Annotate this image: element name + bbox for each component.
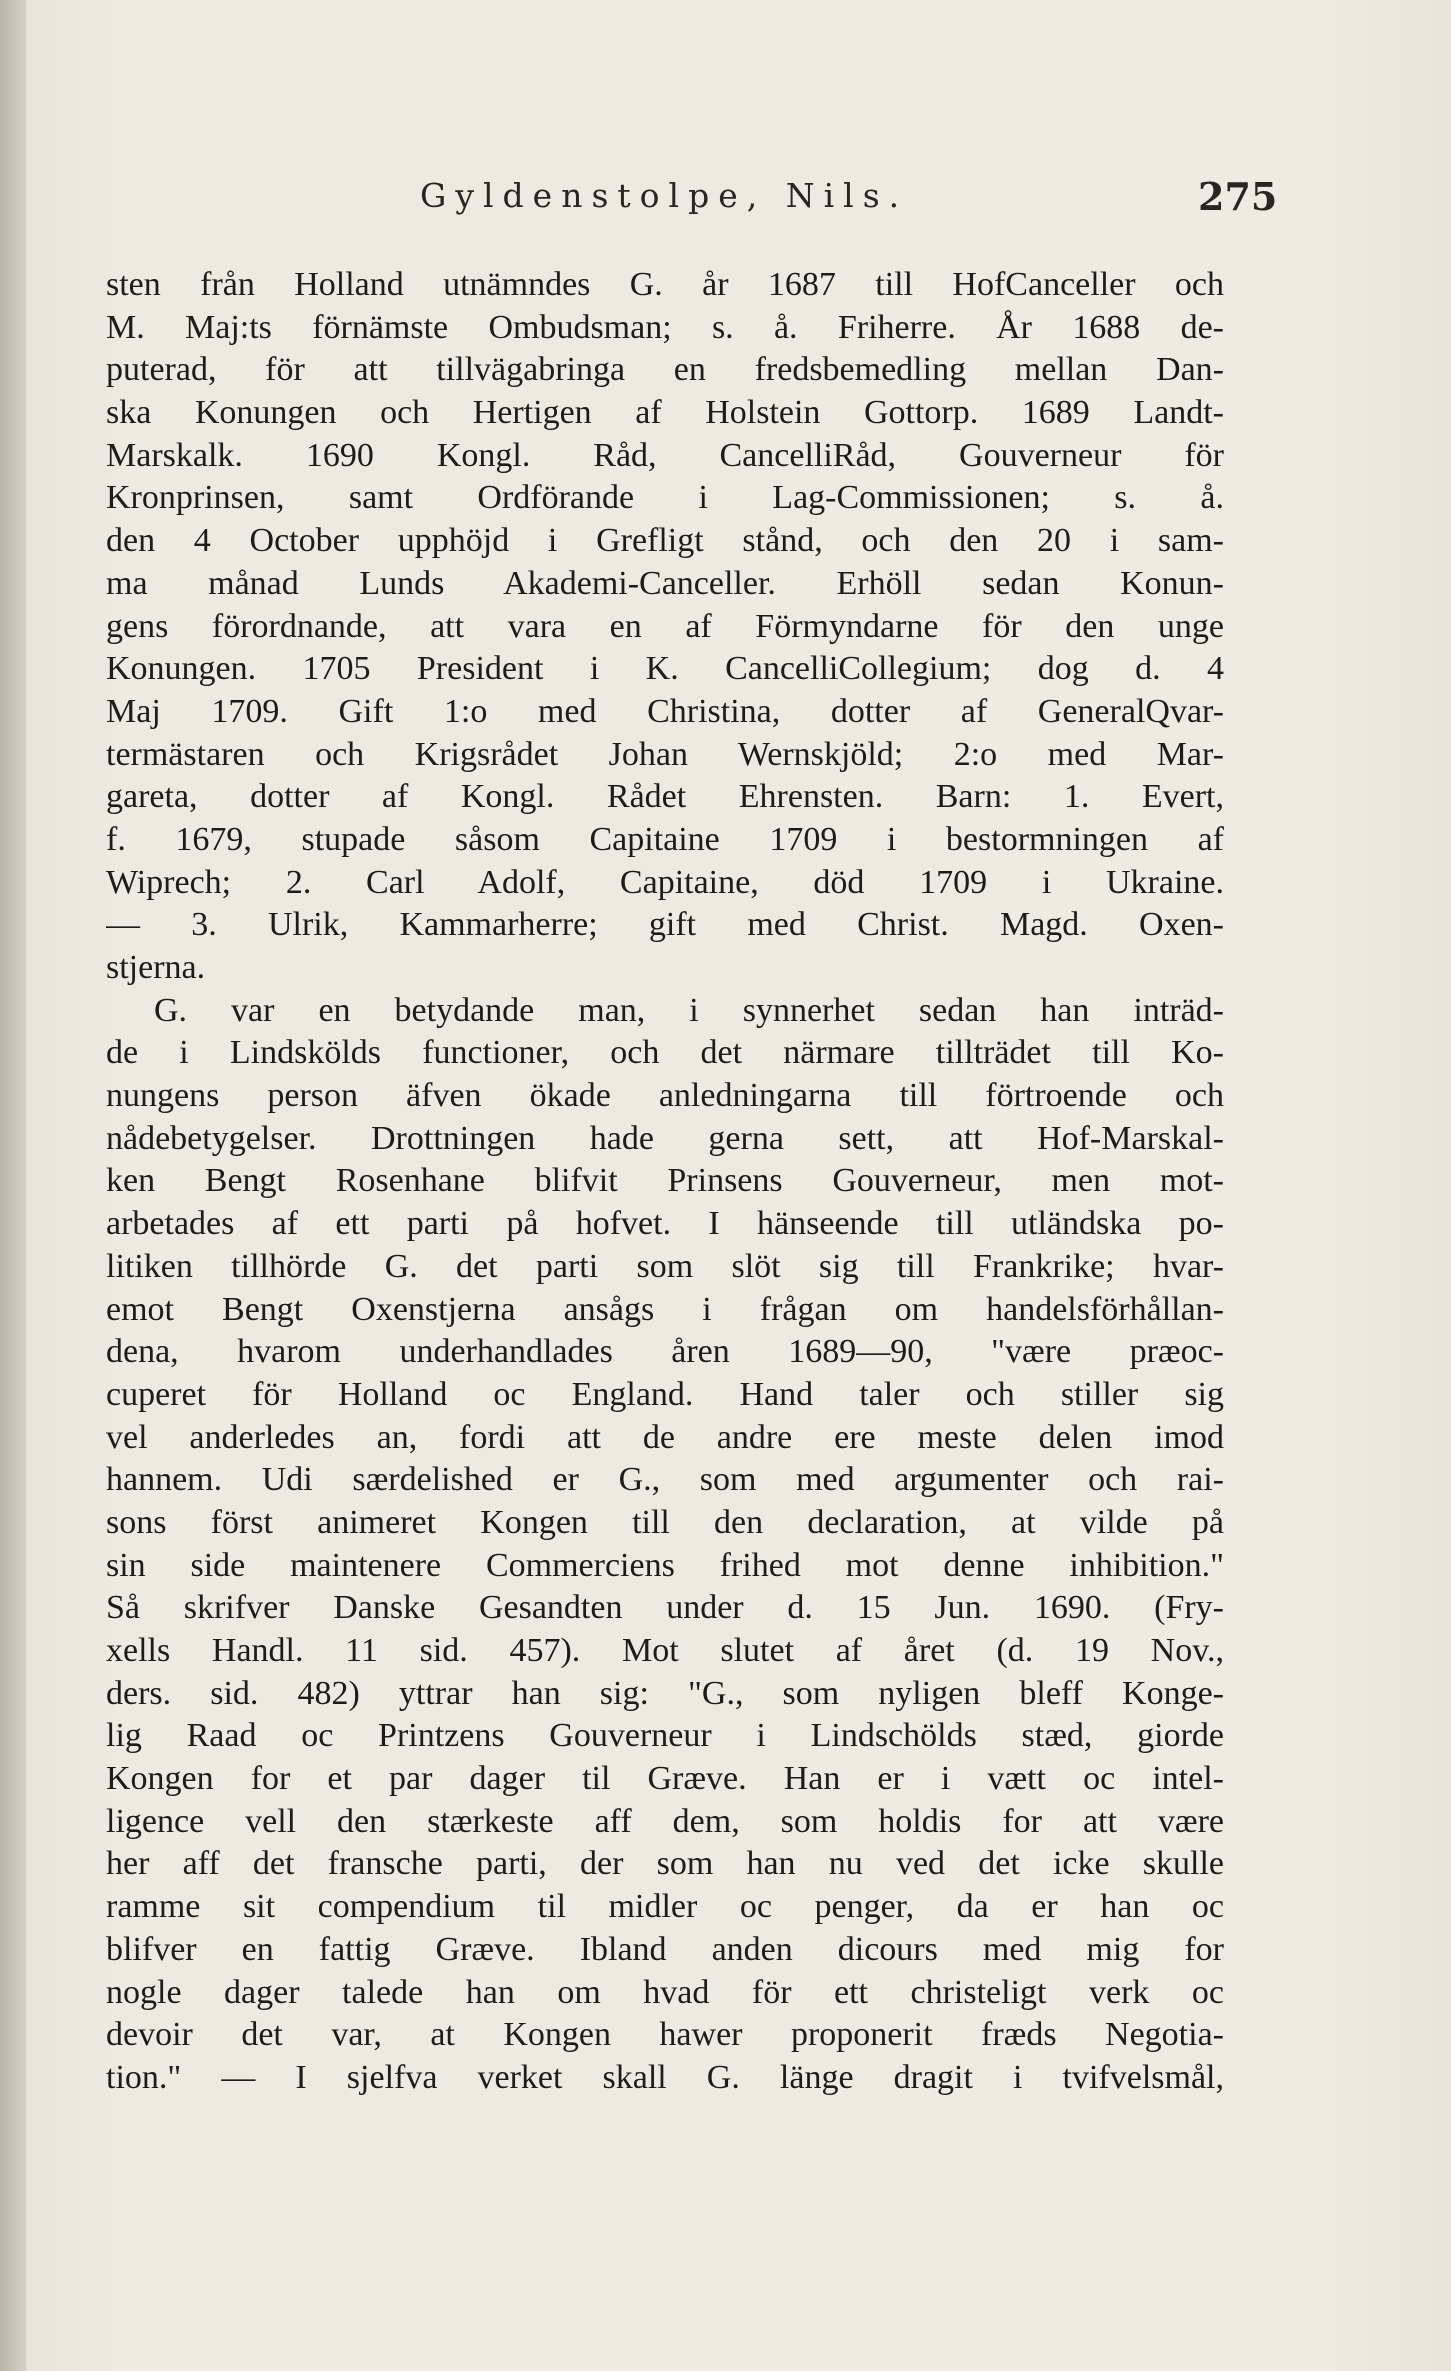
text-line: ramme sit compendium til midler oc penger, da er han oc bbox=[106, 1888, 1224, 1926]
text-line: gens förordnande, att vara en af Förmyndarne för den unge bbox=[106, 607, 1224, 645]
text-line: Wiprech; 2. Carl Adolf, Capitaine, död 1709 i Ukraine. bbox=[106, 863, 1224, 901]
text-line: — 3. Ulrik, Kammarherre; gift med Christ. Magd. Oxen- bbox=[106, 906, 1224, 944]
text-line: Maj 1709. Gift 1:o med Christina, dotter af GeneralQvar- bbox=[106, 692, 1224, 730]
text-line: Kongen for et par dager til Græve. Han er i vætt oc intel- bbox=[106, 1760, 1224, 1798]
text-line: gareta, dotter af Kongl. Rådet Ehrensten. Barn: 1. Evert, bbox=[106, 778, 1224, 816]
text-line: vel anderledes an, fordi att de andre ere meste delen imod bbox=[106, 1418, 1224, 1456]
text-line: tion." — I sjelfva verket skall G. länge dragit i tvifvelsmål, bbox=[106, 2058, 1224, 2096]
text-line: termästaren och Krigsrådet Johan Wernskjöld; 2:o med Mar- bbox=[106, 735, 1224, 773]
text-line: puterad, för att tillvägabringa en fredsbemedling mellan Dan- bbox=[106, 351, 1224, 389]
text-line: sten från Holland utnämndes G. år 1687 till HofCanceller och bbox=[106, 266, 1224, 303]
text-line: her aff det fransche parti, der som han nu ved det icke skulle bbox=[106, 1845, 1224, 1883]
running-title: Gyldenstolpe, Nils. bbox=[420, 176, 909, 215]
text-line: nogle dager talede han om hvad för ett christeligt verk oc bbox=[106, 1973, 1224, 2011]
body-text bbox=[106, 264, 1224, 2100]
text-line: Konungen. 1705 President i K. CancelliCollegium; dog d. 4 bbox=[106, 650, 1224, 688]
text-line: nådebetygelser. Drottningen hade gerna sett, att Hof-Marskal- bbox=[106, 1119, 1224, 1157]
text-line: Kronprinsen, samt Ordförande i Lag-Commissionen; s. å. bbox=[106, 479, 1224, 517]
text-line: ken Bengt Rosenhane blifvit Prinsens Gouverneur, men mot- bbox=[106, 1162, 1224, 1200]
text-line: de i Lindskölds functioner, och det närmare tillträdet till Ko- bbox=[106, 1034, 1224, 1072]
text-line: hannem. Udi særdelished er G., som med argumenter och rai- bbox=[106, 1461, 1224, 1499]
text-line: den 4 October upphöjd i Grefligt stånd, och den 20 i sam- bbox=[106, 522, 1224, 560]
text-line: G. var en betydande man, i synnerhet sedan han inträd- bbox=[154, 991, 1224, 1029]
text-line: lig Raad oc Printzens Gouverneur i Lindschölds stæd, giorde bbox=[106, 1717, 1224, 1755]
text-line: arbetades af ett parti på hofvet. I hänseende till utländska po- bbox=[106, 1205, 1224, 1243]
text-line: dena, hvarom underhandlades åren 1689—90, "være præoc- bbox=[106, 1333, 1224, 1371]
text-line: litiken tillhörde G. det parti som slöt sig till Frankrike; hvar- bbox=[106, 1247, 1224, 1285]
text-line: blifver en fattig Græve. Ibland anden dicours med mig for bbox=[106, 1930, 1224, 1968]
text-line: ska Konungen och Hertigen af Holstein Gottorp. 1689 Landt- bbox=[106, 394, 1224, 432]
text-line: ders. sid. 482) yttrar han sig: "G., som nyligen bleff Konge- bbox=[106, 1674, 1224, 1712]
running-header bbox=[420, 176, 1020, 236]
text-line: f. 1679, stupade såsom Capitaine 1709 i bestormningen af bbox=[106, 820, 1224, 858]
text-line: devoir det var, at Kongen hawer proponerit fræds Negotia- bbox=[106, 2016, 1224, 2054]
text-line: ligence vell den stærkeste aff dem, som holdis for att være bbox=[106, 1802, 1224, 1840]
text-line: stjerna. bbox=[106, 949, 206, 986]
text-line: xells Handl. 11 sid. 457). Mot slutet af året (d. 19 Nov., bbox=[106, 1632, 1224, 1669]
text-line: ma månad Lunds Akademi-Canceller. Erhöll sedan Konun- bbox=[106, 564, 1224, 602]
text-line: cuperet för Holland oc England. Hand taler och stiller sig bbox=[106, 1375, 1224, 1413]
text-line: Så skrifver Danske Gesandten under d. 15 Jun. 1690. (Fry- bbox=[106, 1589, 1224, 1627]
text-line: Marskalk. 1690 Kongl. Råd, CancelliRåd, Gouverneur för bbox=[106, 436, 1224, 474]
text-line: sin side maintenere Commerciens frihed mot denne inhibition." bbox=[106, 1546, 1224, 1584]
text-line: M. Maj:ts förnämste Ombudsman; s. å. Friherre. År 1688 de- bbox=[106, 308, 1224, 346]
text-line: nungens person äfven ökade anledningarna till förtroende och bbox=[106, 1077, 1224, 1115]
page-number: 275 bbox=[1198, 174, 1278, 219]
text-line: sons först animeret Kongen till den declaration, at vilde på bbox=[106, 1503, 1224, 1541]
text-line: emot Bengt Oxenstjerna ansågs i frågan om handelsförhållan- bbox=[106, 1290, 1224, 1328]
page-gutter bbox=[0, 0, 26, 2371]
